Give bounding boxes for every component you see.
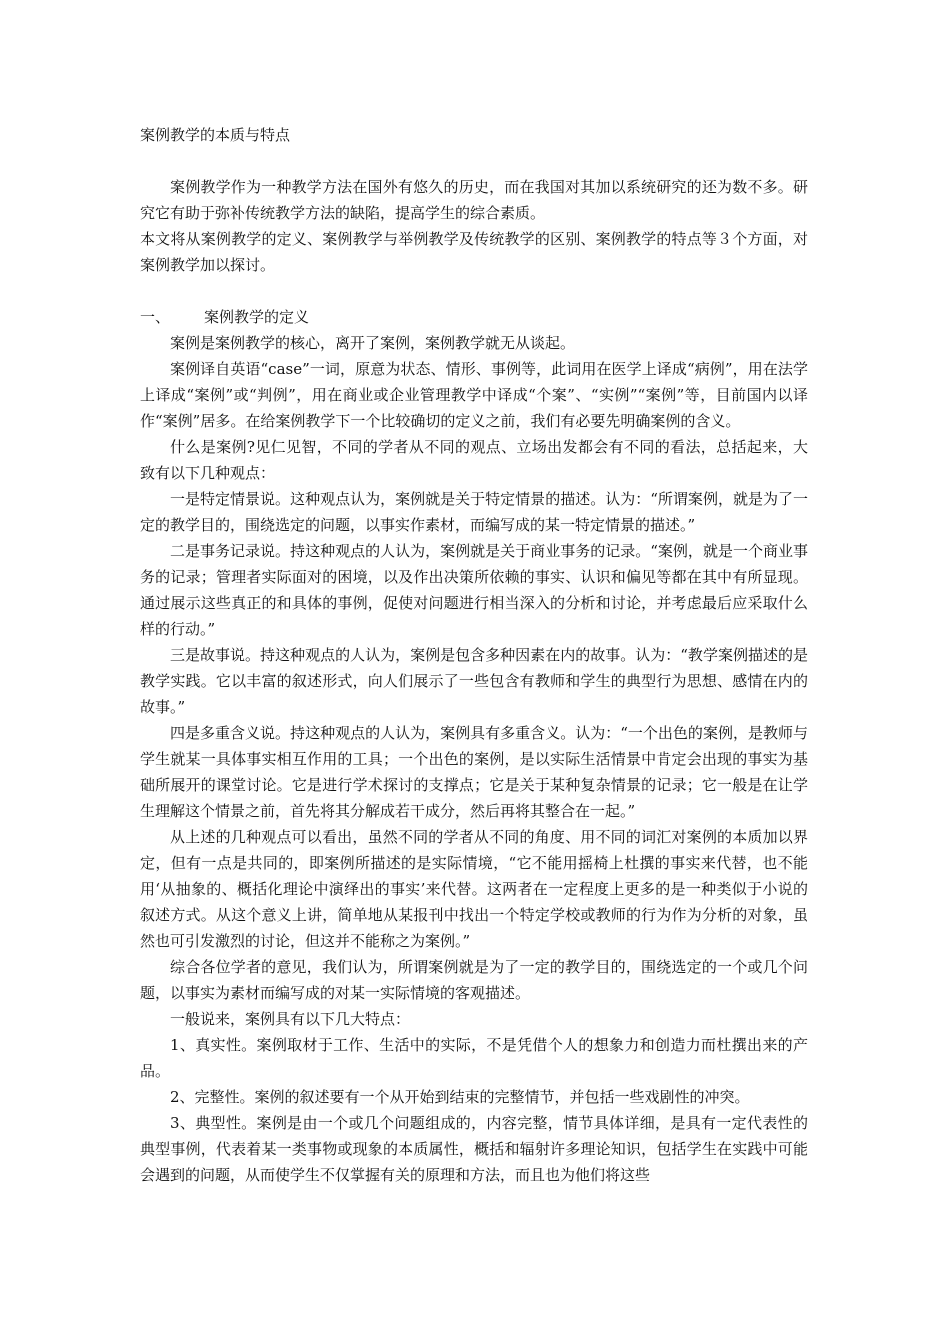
spacer: [140, 278, 808, 304]
section-number: 一、: [140, 308, 171, 326]
intro-paragraph-1: 案例教学作为一种教学方法在国外有悠久的历史，而在我国对其加以系统研究的还为数不多。研究它有助于弥补传统教学方法的缺陷，提高学生的综合素质。: [140, 178, 808, 222]
section-heading: [140, 304, 808, 330]
document-page: [140, 122, 808, 1188]
spacer: [140, 148, 808, 174]
document-title: 案例教学的本质与特点: [140, 126, 291, 144]
paragraph: 案例是案例教学的核心，离开了案例，案例教学就无从谈起。: [170, 334, 576, 352]
paragraph: 从上述的几种观点可以看出，虽然不同的学者从不同的角度、用不同的词汇对案例的本质加以界定，但有一点是共同的，即案例所描述的是实际情境，“它不能用摇椅上杜撰的事实来代替，也不能用‘从抽象的、概括化理论中演绎出的事实’来代替。这两者在一定程度上更多的是一种类似于小说的叙述方式。从这个意义上讲，简单地从某报刊中找出一个特定学校或教师的行为作为分析的对象，虽然也可引发激烈的讨论，但这并不能称之为案例。”: [140, 828, 808, 950]
list-item: 3、典型性。案例是由一个或几个问题组成的，内容完整，情节具体详细，是具有一定代表性的典型事例，代表着某一类事物或现象的本质属性，概括和辐射许多理论知识，包括学生在实践中可能会遇到的问题，从而使学生不仅掌握有关的原理和方法，而且也为他们将这些: [140, 1114, 808, 1184]
paragraph: 一般说来，案例具有以下几大特点：: [170, 1010, 411, 1028]
section-title: 案例教学的定义: [204, 308, 310, 326]
paragraph: 四是多重含义说。持这种观点的人认为，案例具有多重含义。认为：“一个出色的案例，是教师与学生就某一具体事实相互作用的工具；一个出色的案例，是以实际生活情景中肯定会出现的事实为基础所展开的课堂讨论。它是进行学术探讨的支撑点；它是关于某种复杂情景的记录；它一般是在让学生理解这个情景之前，首先将其分解成若干成分，然后再将其整合在一起。”: [140, 724, 808, 820]
paragraph: 综合各位学者的意见，我们认为，所谓案例就是为了一定的教学目的，围绕选定的一个或几个问题，以事实为素材而编写成的对某一实际情境的客观描述。: [140, 958, 808, 1002]
list-item: 1、真实性。案例取材于工作、生活中的实际，不是凭借个人的想象力和创造力而杜撰出来的产品。: [140, 1036, 808, 1080]
list-item: 2、完整性。案例的叙述要有一个从开始到结束的完整情节，并包括一些戏剧性的冲突。: [170, 1088, 750, 1106]
paragraph: 案例译自英语“case”一词，原意为状态、情形、事例等，此词用在医学上译成“病例”，用在法学上译成“案例”或“判例”，用在商业或企业管理教学中译成“个案”、“实例”“案例”等，目前国内以译作“案例”居多。在给案例教学下一个比较确切的定义之前，我们有必要先明确案例的含义。: [140, 360, 808, 430]
paragraph: 三是故事说。持这种观点的人认为，案例是包含多种因素在内的故事。认为：“教学案例描述的是教学实践。它以丰富的叙述形式，向人们展示了一些包含有教师和学生的典型行为思想、感情在内的故事。”: [140, 646, 808, 716]
paragraph: 什么是案例?见仁见智，不同的学者从不同的观点、立场出发都会有不同的看法，总括起来，大致有以下几种观点：: [140, 438, 808, 482]
paragraph: 一是特定情景说。这种观点认为，案例就是关于特定情景的描述。认为：“所谓案例，就是为了一定的教学目的，围绕选定的问题，以事实作素材，而编写成的某一特定情景的描述。”: [140, 490, 808, 534]
paragraph: 二是事务记录说。持这种观点的人认为，案例就是关于商业事务的记录。“案例，就是一个商业事务的记录；管理者实际面对的困境，以及作出决策所依赖的事实、认识和偏见等都在其中有所显现。通过展示这些真正的和具体的事例，促使对问题进行相当深入的分析和讨论，并考虑最后应采取什么样的行动。”: [140, 542, 808, 638]
intro-paragraph-2: 本文将从案例教学的定义、案例教学与举例教学及传统教学的区别、案例教学的特点等３个方面，对案例教学加以探讨。: [140, 230, 808, 274]
